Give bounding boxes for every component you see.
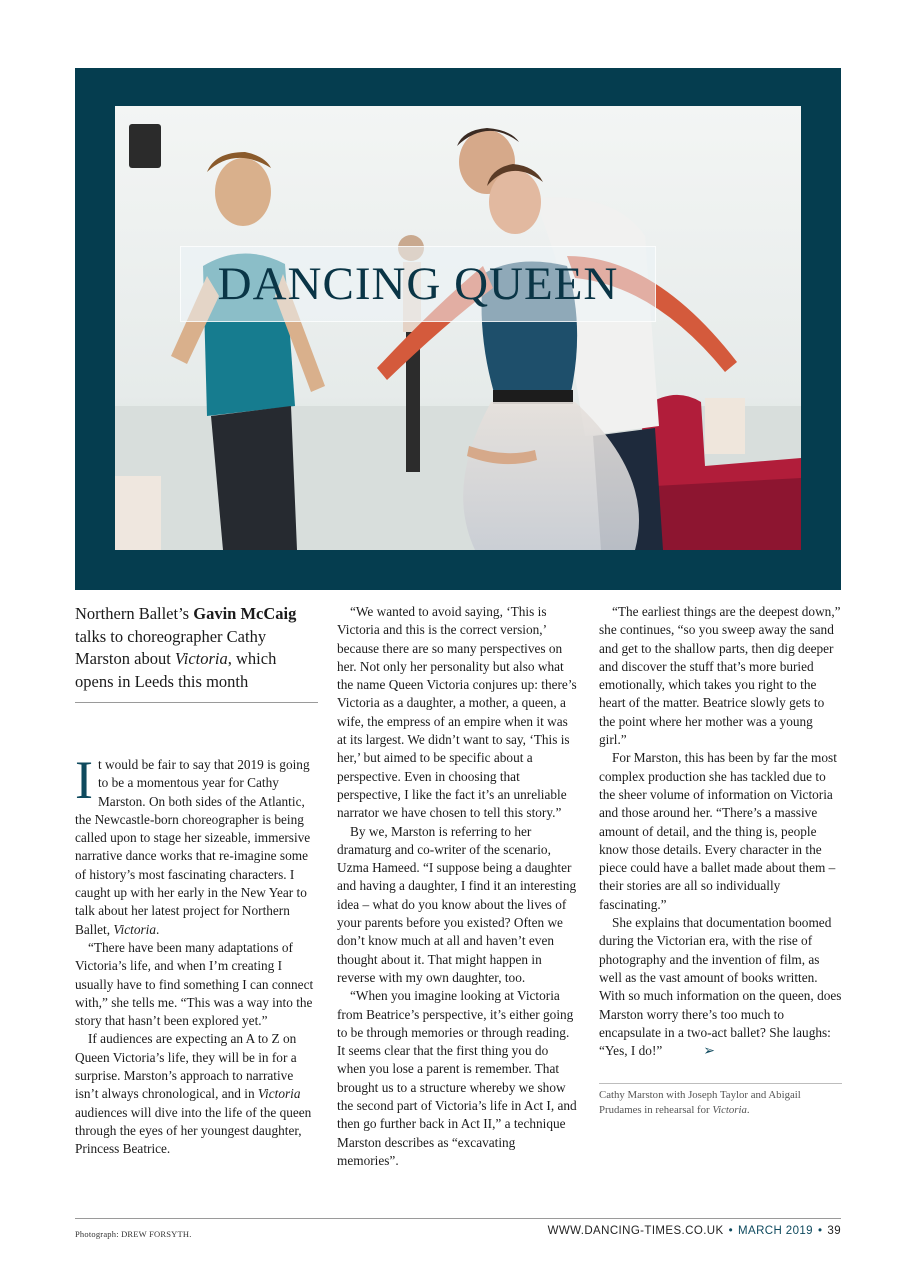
column-3 — [599, 603, 842, 1118]
column-2 — [337, 603, 580, 1170]
paragraph: By we, Marston is referring to her dramaturg and co-writer of the scenario, Uzma Hameed. “I suppose being a daughter and having a daughter, I find it an interesting idea – what do you know about the lives of your parents before you existed? Often we don’t know much at all and haven’t even thought about it. That might happen in reverse with my own daughter, too. — [337, 823, 577, 985]
footer-divider — [75, 1218, 841, 1219]
page-number: 39 — [827, 1225, 841, 1237]
rehearsal-photo — [115, 106, 801, 550]
paragraph: “The earliest things are the deepest down,” she continues, “so you sweep away the sand and get to the shallow parts, then dig deeper and discover the stuff that’s more buried emotionally, which takes you right to the heart of the matter. Beatrice slowly gets to the point where her mother was a young girl.” — [599, 604, 841, 748]
paragraph: “There have been many adaptations of Victoria’s life, and when I’m creating I usually have to find something I can connect with,” she tells me. “This was a way into the story that hasn’t been explored yet.” — [75, 939, 314, 1029]
author-name: Gavin McCaig — [193, 604, 297, 623]
rehearsal-illustration — [115, 106, 801, 550]
paragraph: For Marston, this has been by far the most complex production she has tackled due to the sheer volume of information on Victoria and those around her. “There’s a massive amount of detail, and the thing is, people know those details. Every character in the piece could have a ballet made about them – their stories are all so individually fascinating.” — [599, 750, 837, 912]
bullet-separator: • — [817, 1225, 823, 1237]
photo-caption: Cathy Marston with Joseph Taylor and Abigail Prudames in rehearsal for Victoria. — [599, 1083, 842, 1118]
headline-box — [180, 246, 656, 322]
headline: DANCING QUEEN — [217, 258, 619, 310]
website: WWW.DANCING-TIMES.CO.UK — [547, 1225, 724, 1237]
page-footer — [548, 1225, 841, 1237]
paragraph: It would be fair to say that 2019 is going to be a momentous year for Cathy Marston. On both sides of the Atlantic, the Newcastle-born choreographer is being called upon to stage her sizeable, immersive narrative dance works that re-imagine some of history’s most fascinating characters. I caught up with her early in the New Year to talk about her latest project for Northern Ballet, Victoria. — [75, 750, 311, 937]
issue-date: MARCH 2019 — [738, 1225, 813, 1237]
paragraph: “We wanted to avoid saying, ‘This is Victoria and this is the correct version,’ because there are so many perspectives on her. Not only her personality but also what the name Queen Victoria conjures up: there’s Victoria as a daughter, a mother, a queen, a wife, the empress of an empire when it was at its largest. We didn’t want to say, ‘This is her,’ but aimed to be specific about a perspective. Even in choosing that perspective, I like the fact it’s an unreliable narrator we have chosen to tell this story.” — [337, 604, 577, 821]
work-title: Victoria — [174, 649, 228, 668]
standfirst: Northern Ballet’s Gavin McCaig talks to choreographer Cathy Marston about Victoria, which opens in Leeds this month — [75, 603, 318, 703]
column-1 — [75, 603, 318, 1159]
hero-frame — [75, 68, 841, 590]
photo-credit: Photograph: DREW FORSYTH. — [75, 1229, 192, 1239]
paragraph: If audiences are expecting an A to Z on Queen Victoria’s life, they will be in for a surprise. Marston’s approach to narrative isn’t always chronological, and in Victoria audiences will dive into the life of the queen through the eyes of her youngest daughter, Princess Beatrice. — [75, 1031, 312, 1157]
continue-arrow-icon: ➢ — [703, 1044, 716, 1060]
bullet-separator: • — [728, 1225, 734, 1237]
drop-cap: I — [75, 750, 93, 810]
paragraph: She explains that documentation boomed during the Victorian era, with the rise of photography and the invention of film, as well as the vast amount of books written. With so much information on the queen, does Marston worry there’s too much to encapsulate in a two-act ballet? She laughs: “Yes, I do!” ➢ — [599, 914, 842, 1061]
paragraph: “When you imagine looking at Victoria from Beatrice’s perspective, it’s either going to be through memories or through reading. It seems clear that the first thing you do when you lose a parent is remember. That brought us to a structure whereby we show the second part of Victoria’s life in Act I, and then go further back in Act II,” a technique Marston describes as “excavating memories”. — [337, 988, 577, 1168]
